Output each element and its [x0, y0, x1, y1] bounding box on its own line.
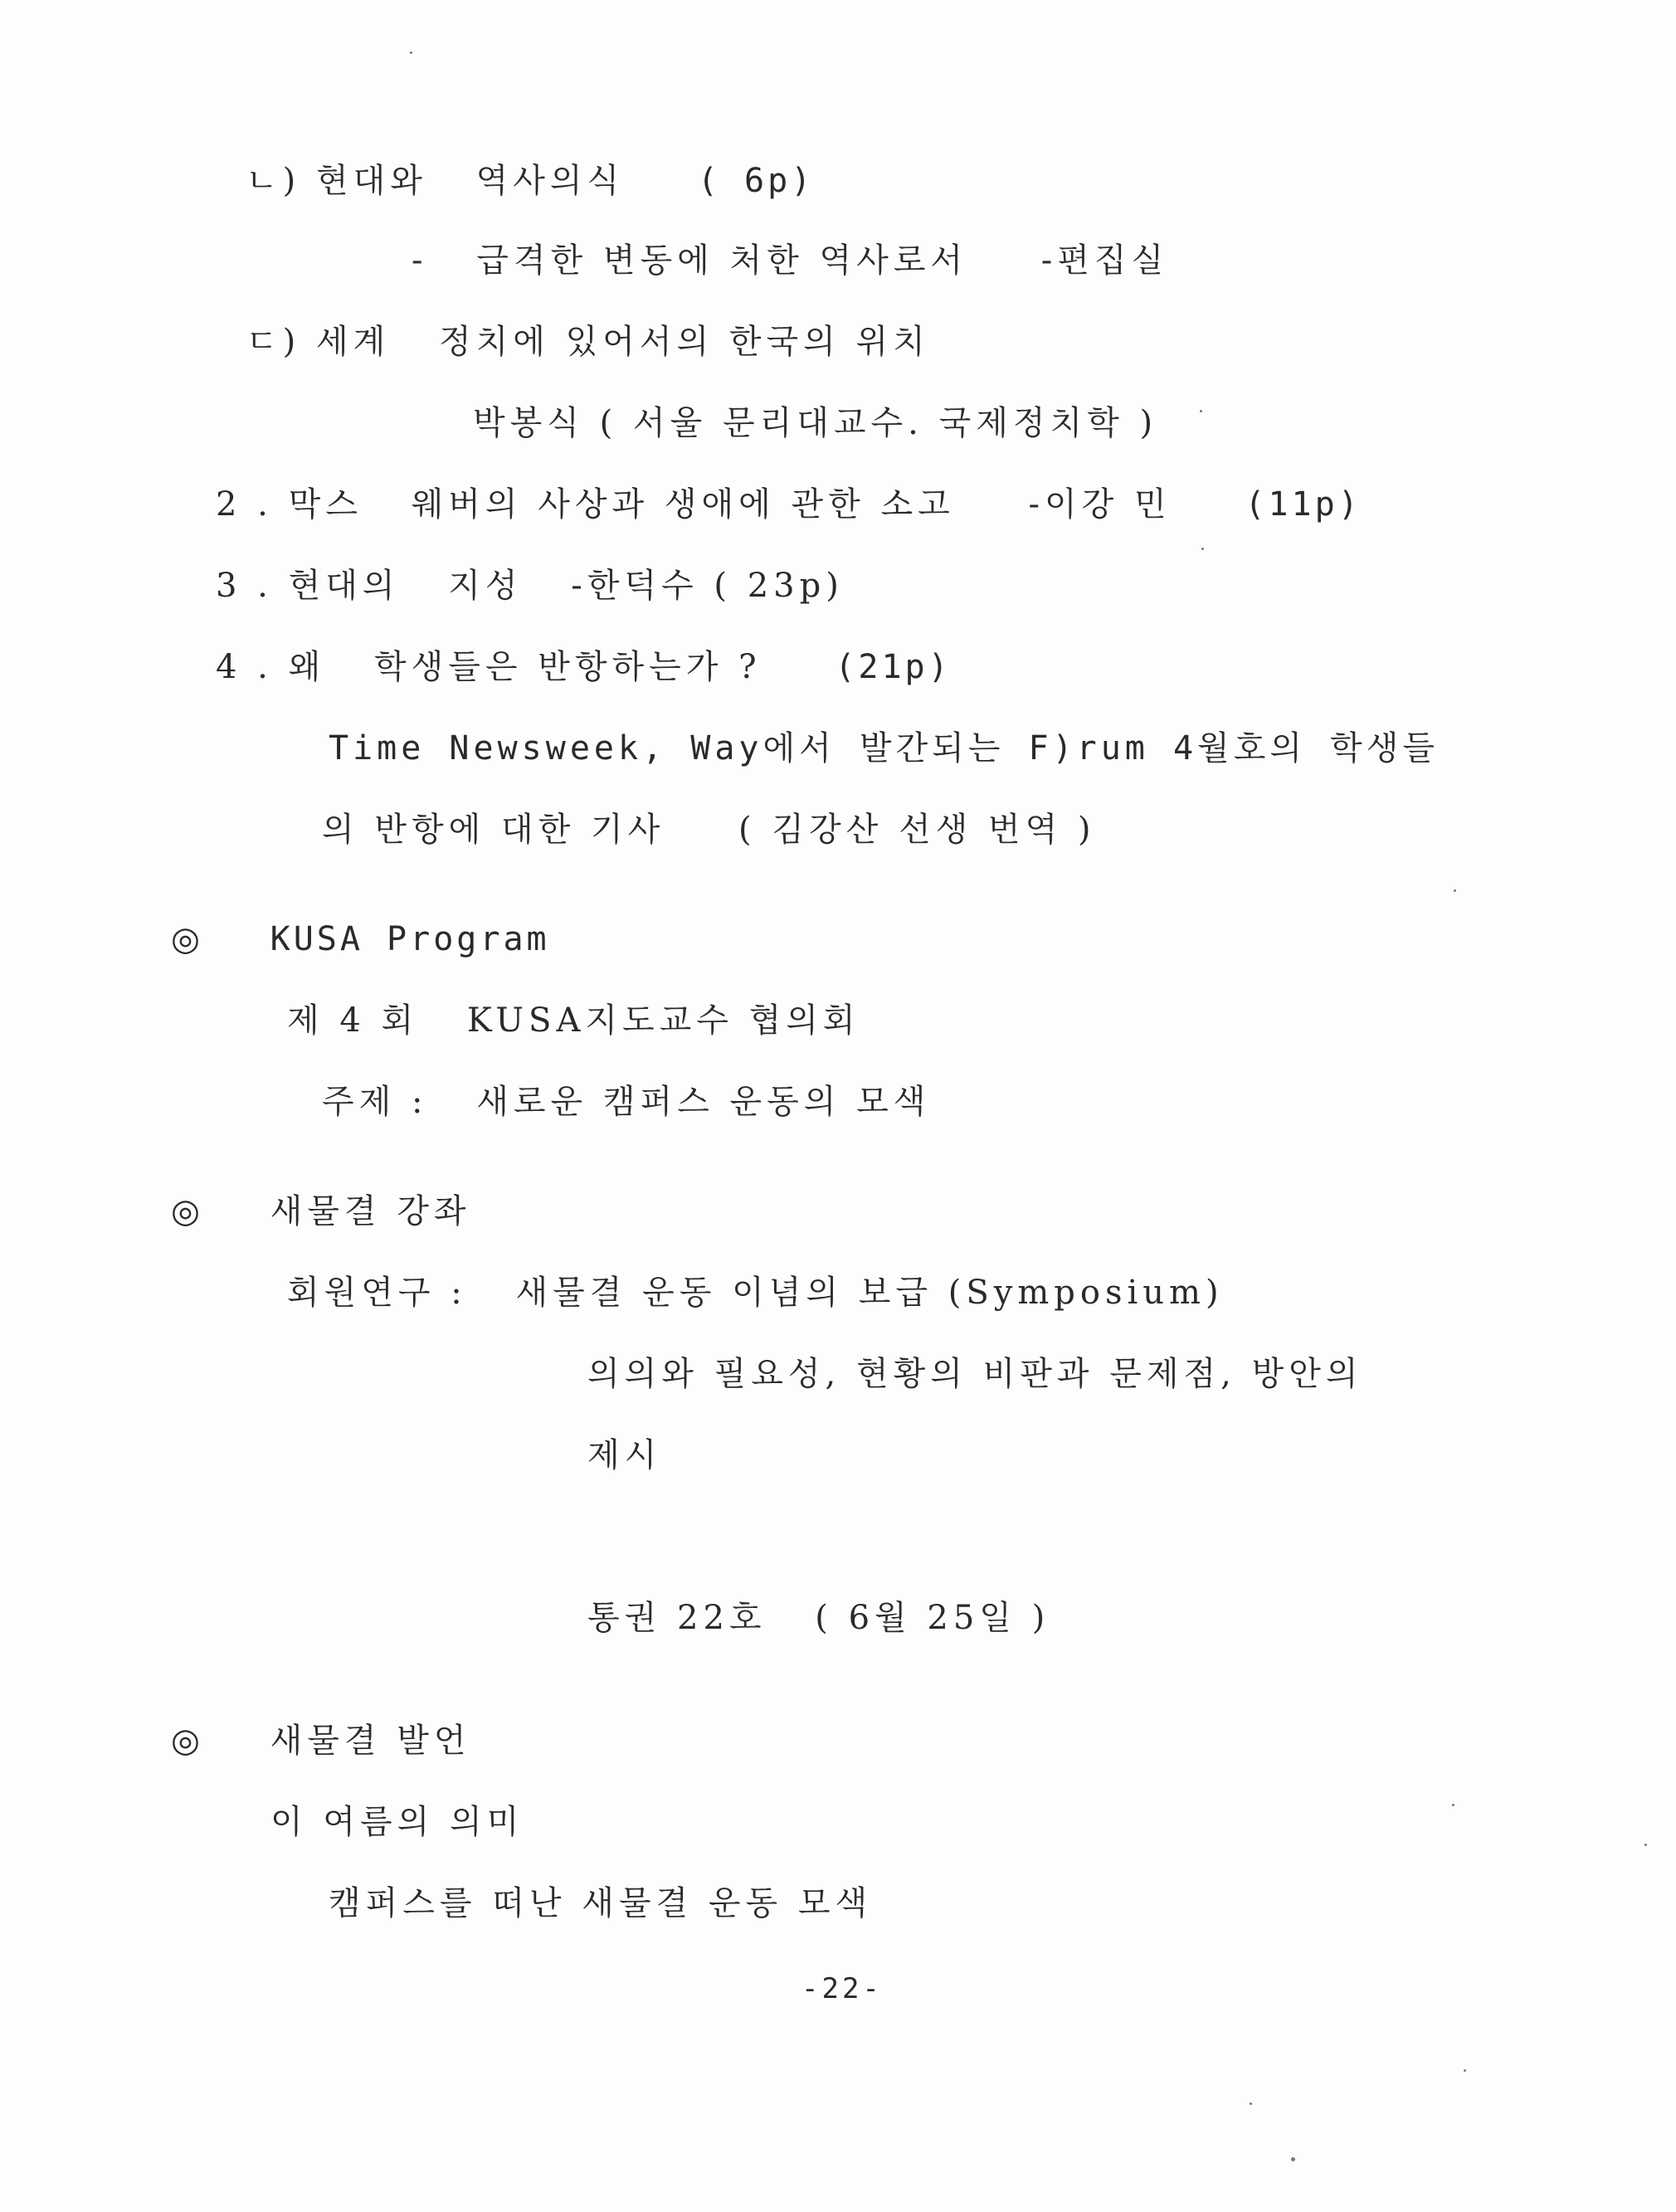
item-text: 급격한 변동에 처한 역사로서 [476, 241, 968, 280]
line-2 [412, 241, 1169, 280]
double-circle-icon: ◎ [171, 1722, 205, 1760]
item-text: 제시 [587, 1436, 662, 1474]
item-text: 학생들은 반항하는가 ? [373, 648, 762, 686]
item-label: 주제 : [322, 1083, 428, 1121]
line-13 [171, 1192, 471, 1230]
item-label: ㄴ) 현대와 [246, 162, 427, 200]
scan-speck [410, 51, 412, 54]
line-5 [216, 485, 1362, 524]
scan-speck [1454, 889, 1456, 892]
item-label: 3 . 현대의 [216, 567, 400, 605]
line-16 [587, 1436, 662, 1474]
item-dash: - [412, 241, 428, 280]
scan-speck [1200, 410, 1202, 412]
item-label: 제 4 회 [287, 1001, 419, 1040]
line-18 [171, 1722, 471, 1760]
double-circle-icon: ◎ [171, 920, 205, 958]
line-19 [270, 1805, 524, 1839]
line-4 [473, 404, 1158, 442]
item-text: 지성 [448, 567, 523, 605]
page-number [801, 1972, 883, 2005]
item-text: 이 여름의 의미 [270, 1803, 524, 1841]
item-text: 웨버의 사상과 생애에 관한 소고 [411, 485, 955, 524]
scan-speck [1250, 2102, 1252, 2105]
section-title: 새물결 발언 [270, 1722, 471, 1760]
item-page: (11p) [1245, 485, 1362, 524]
item-text: 정치에 있어서의 한국의 위치 [438, 323, 930, 361]
item-text: 캠퍼스를 떠난 새물결 운동 모색 [329, 1884, 873, 1922]
line-6 [216, 567, 844, 605]
item-label: 2 . 막스 [216, 485, 363, 524]
scan-speck [1464, 2069, 1466, 2072]
line-1 [246, 162, 815, 200]
item-text: 의 반항에 대한 기사 [322, 811, 665, 849]
scan-speck [1644, 1844, 1647, 1846]
line-9 [322, 811, 1096, 849]
line-3 [246, 323, 930, 361]
double-circle-icon: ◎ [171, 1192, 205, 1230]
line-17 [587, 1601, 1050, 1635]
page-number-text: -22- [801, 1972, 883, 2005]
item-label: ㄷ) 세계 [246, 323, 391, 361]
scan-speck [1452, 1804, 1454, 1806]
item-author: -이강 민 [1028, 485, 1172, 524]
item-text: 의의와 필요성, 현황의 비판과 문제점, 방안의 [587, 1355, 1363, 1393]
item-label: 4 . 왜 [216, 648, 326, 686]
item-text: 새로운 캠퍼스 운동의 모색 [476, 1083, 931, 1121]
section-title: 새물결 강좌 [270, 1192, 471, 1230]
item-author: -한덕수 ( 23p) [571, 567, 844, 605]
item-text: Time Newsweek, Way에서 발간되는 F)rum 4월호의 학생들 [329, 729, 1439, 767]
item-text: 역사의식 [475, 162, 625, 200]
line-14 [287, 1274, 1224, 1312]
issue-date: ( 6월 25일 ) [815, 1599, 1050, 1637]
line-7 [216, 650, 952, 684]
item-page: ( 6p) [697, 162, 815, 200]
item-text: KUSA지도교수 협의회 [466, 1001, 860, 1040]
item-text: 박봉식 ( 서울 문리대교수. 국제정치학 ) [473, 404, 1158, 442]
item-author: -편집실 [1040, 241, 1169, 280]
line-20 [329, 1884, 873, 1922]
item-note: ( 김강산 선생 번역 ) [738, 811, 1096, 849]
line-10 [171, 920, 550, 958]
item-page: (21p) [835, 648, 952, 686]
section-title: KUSA Program [270, 920, 550, 958]
line-8 [329, 729, 1439, 767]
line-11 [287, 1001, 860, 1040]
line-15 [587, 1357, 1363, 1391]
scan-speck [1201, 548, 1204, 550]
line-12 [322, 1083, 931, 1121]
item-text: 새물결 운동 이념의 보급 (Symposium) [515, 1274, 1224, 1312]
issue-number: 통권 22호 [587, 1599, 767, 1637]
scan-speck [1291, 2157, 1295, 2161]
item-label: 회원연구 : [287, 1274, 467, 1312]
